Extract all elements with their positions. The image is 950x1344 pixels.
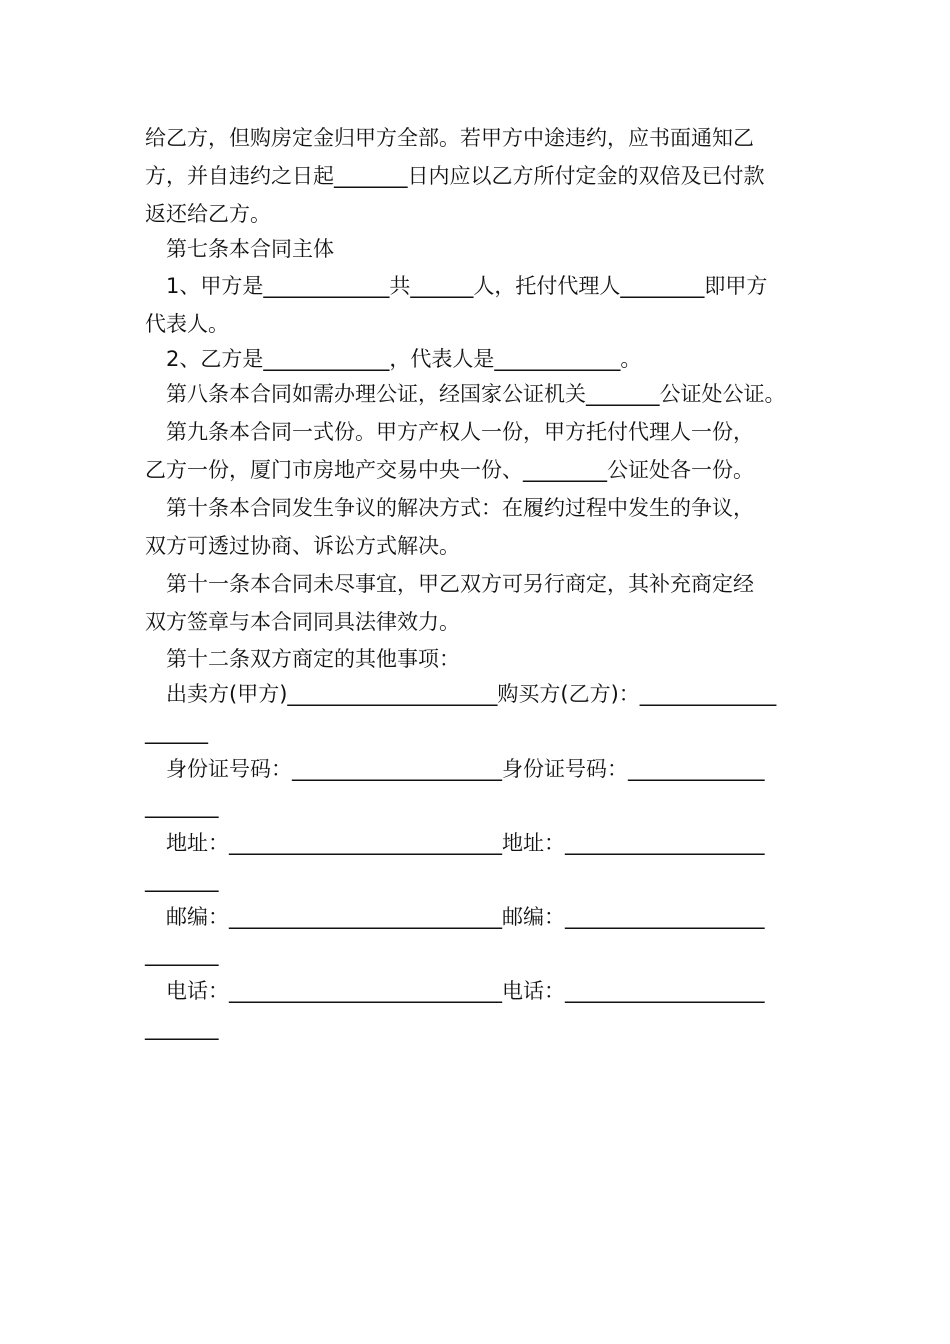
- article-7-heading: 第七条本合同主体: [166, 237, 334, 261]
- address-line-cont: _______: [145, 868, 219, 892]
- text-line: 2、乙方是____________，代表人是____________。: [166, 347, 642, 371]
- text-line: 方，并自违约之日起_______日内应以乙方所付定金的双倍及已付款: [145, 164, 765, 188]
- text-line: 返还给乙方。: [145, 202, 271, 226]
- article-8: 第八条本合同如需办理公证，经国家公证机关_______公证处公证。: [166, 382, 786, 406]
- address-line: 地址：__________________________地址：___________________: [166, 831, 765, 855]
- text-line: 1、甲方是____________共______人，托付代理人________即甲方: [166, 274, 768, 298]
- article-11: 第十一条本合同未尽事宜，甲乙双方可另行商定，其补充商定经: [166, 572, 754, 596]
- phone-line: 电话：__________________________电话：___________________: [166, 979, 765, 1003]
- postcode-line-cont: _______: [145, 942, 219, 966]
- postcode-line: 邮编：__________________________邮编：___________________: [166, 905, 765, 929]
- seller-buyer-line-cont: ______: [145, 720, 208, 744]
- text-line: 双方可透过协商、诉讼方式解决。: [145, 534, 460, 558]
- phone-line-cont: _______: [145, 1016, 219, 1040]
- text-line: 乙方一份，厦门市房地产交易中央一份、________公证处各一份。: [145, 458, 754, 482]
- id-number-line-cont: _______: [145, 794, 219, 818]
- article-10: 第十条本合同发生争议的解决方式：在履约过程中发生的争议，: [166, 496, 754, 520]
- article-12: 第十二条双方商定的其他事项：: [166, 647, 460, 671]
- text-line: 代表人。: [145, 312, 229, 336]
- text-line: 双方签章与本合同同具法律效力。: [145, 610, 460, 634]
- id-number-line: 身份证号码：____________________身份证号码：_____________: [166, 757, 765, 781]
- seller-buyer-line: 出卖方(甲方)____________________购买方(乙方)：_____________: [166, 682, 777, 706]
- article-9: 第九条本合同一式份。甲方产权人一份，甲方托付代理人一份，: [166, 420, 754, 444]
- text-line: 给乙方，但购房定金归甲方全部。若甲方中途违约，应书面通知乙: [145, 126, 754, 150]
